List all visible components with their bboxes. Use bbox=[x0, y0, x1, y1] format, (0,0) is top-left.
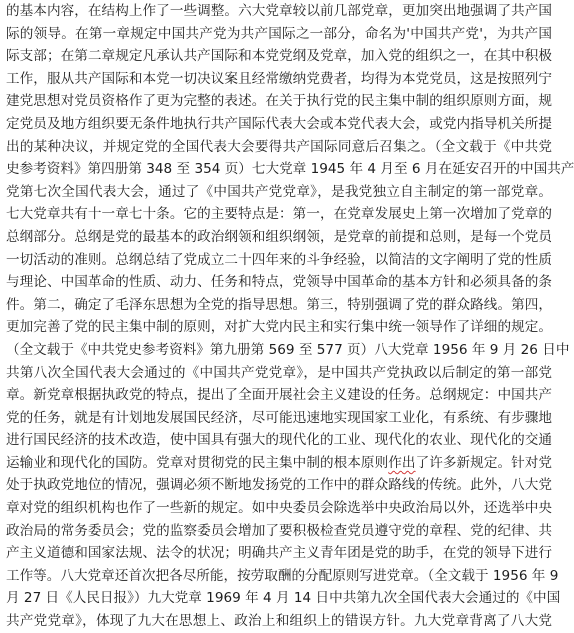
text-line: 章对党的组织机构也作了一些新的规定。如中央委员会除选举中央政治局以外，还选举中央 bbox=[6, 500, 552, 517]
text-line: 工作等。八大党章还首次把各尽所能，按劳取酬的分配原则写进党章。（全文载于 1956 年 9 bbox=[6, 567, 559, 584]
text-line-with-marked-word bbox=[6, 452, 552, 475]
text-line: 章。新党章根据执政党的特点，提出了全面开展社会主义建设的任务。总纲规定：中国共产 bbox=[6, 387, 552, 404]
text-fragment: 了许多新规定。针对党 bbox=[415, 454, 553, 471]
text-line: 总纲部分。总纲是党的最基本的政治纲领和组织纲领，是党章的前提和总则，是每一个党员 bbox=[6, 228, 552, 245]
text-line: 月 27 日《人民日报》）九大党章 1969 年 4 月 14 日中共第九次全国代表大会通过的《中国 bbox=[6, 590, 561, 607]
text-line: 产主义道德和国家法规、法令的状况；明确共产主义青年团是党的助手，在党的领导下进行 bbox=[6, 545, 552, 562]
text-line: 党的任务，就是有计划地发展国民经济，尽可能迅速地实现国家工业化，有系统、有步骤地 bbox=[6, 409, 552, 426]
text-line: 政治局的常务委员会；党的监察委员会增加了要积极检查党员遵守党的章程、党的纪律、共 bbox=[6, 522, 552, 539]
text-line: 建党思想对党员资格作了更为完整的表述。在关于执行党的民主集中制的组织原则方面，规 bbox=[6, 93, 552, 110]
text-line: 更加完善了党的民主集中制的原则，对扩大党内民主和实行集中统一领导作了详细的规定。 bbox=[6, 319, 552, 336]
text-line: 际支部；在第二章规定凡承认共产国际和本党党纲及党章，加入党的组织之一，在其中积极 bbox=[6, 48, 552, 65]
text-line: 七大党章共有十一章七十条。它的主要特点是：第一，在党章发展史上第一次增加了党章的 bbox=[6, 206, 552, 223]
text-line: 一切活动的准则。总纲总结了党成立二十四年来的斗争经验，以简洁的文字阐明了党的性质 bbox=[6, 251, 552, 268]
text-line: 件。第二，确定了毛泽东思想为全党的指导思想。第三，特别强调了党的群众路线。第四， bbox=[6, 296, 552, 313]
text-line: 共产党党章》，体现了九大在思想上、政治上和组织上的错误方针。九大党章背离了八大党 bbox=[6, 613, 552, 630]
text-line: 出的某种决议，并规定党的全国代表大会要得共产国际同意后召集之。（全文载于《中共党 bbox=[6, 138, 552, 155]
text-line: 际的领导。在第一章规定中国共产党为共产国际之一部分，命名为'中国共产党'，为共产国 bbox=[6, 25, 552, 42]
text-line: 进行国民经济的技术改造，使中国具有强大的现代化的工业、现代化的农业、现代化的交通 bbox=[6, 432, 552, 449]
text-line: 的基本内容，在结构上作了一些调整。六大党章较以前几部党章，更加突出地强调了共产国 bbox=[6, 3, 552, 19]
text-line: 党第七次全国代表大会，通过了《中国共产党党章》，是我党独立自主制定的第一部党章。 bbox=[6, 183, 552, 200]
spellcheck-marked-word[interactable]: 作出 bbox=[388, 454, 416, 471]
text-line: 共第八次全国代表大会通过的《中国共产党党章》，是中国共产党执政以后制定的第一部党 bbox=[6, 364, 552, 381]
text-fragment: 运输业和现代化的国防。党章对贯彻党的民主集中制的根本原则 bbox=[6, 454, 389, 471]
text-line: 定党员及地方组织要无条件地执行共产国际代表大会或本党代表大会，或党内指导机关所提 bbox=[6, 115, 552, 132]
text-line: （全文载于《中共党史参考资料》第九册第 569 至 577 页）八大党章 1956 年 9 月 26 日中 bbox=[6, 341, 570, 358]
text-line: 工作，服从共产国际和本党一切决议案且经常缴纳党费者，均得为本党党员，这是按照列宁 bbox=[6, 70, 552, 87]
text-line: 与理论、中国革命的性质、动力、任务和特点，党领导中国革命的基本方针和必须具备的条 bbox=[6, 274, 552, 291]
text-line: 处于执政党地位的情况，强调必须不断地发扬党的工作中的群众路线的传统。此外，八大党 bbox=[6, 477, 552, 494]
text-line: 史参考资料》第四册第 348 至 354 页）七大党章 1945 年 4 月至 6 月在延安召开的中国共产 bbox=[6, 161, 574, 178]
